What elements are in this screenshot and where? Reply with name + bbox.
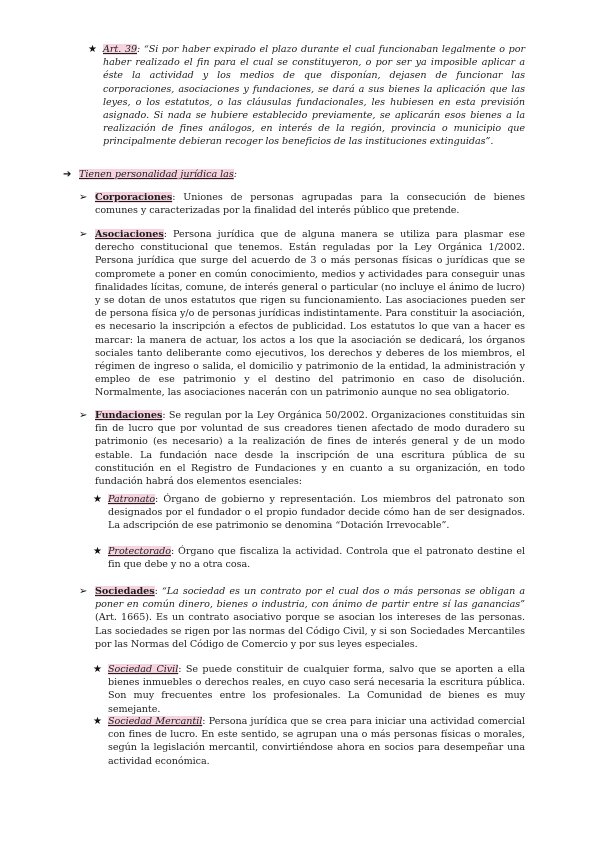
- sociedad-mercantil-text: : Persona jurídica que se crea para iniciar una actividad comercial con fines de lucro. En este sentido, se agrupan una o más personas físicas o morales, según la legislación mercantil, convirtiéndose ahora en socios para desempeñar una actividad económica.: [108, 716, 525, 767]
- patronato-text: : Órgano de gobierno y representación. Los miembros del patronato son designados por el fundador o el propio fundador decide cómo han de ser designados. La adscripción de ese patrimonio se denomina “Dotación Irrevocable”.: [108, 494, 525, 532]
- sociedad-mercantil-label: Sociedad Mercantil: [108, 716, 203, 727]
- sociedad-mercantil-paragraph: [108, 715, 525, 768]
- sociedad-civil-text: : Se puede constituir de cualquier forma, salvo que se aporten a ella bienes inmuebles o derechos reales, en cuyo caso será necesaria la escritura pública. Son muy frecuentes entre los profesionales. La Comunidad de bienes es muy semejante.: [108, 664, 525, 715]
- fundaciones-text: : Se regulan por la Ley Orgánica 50/2002. Organizaciones constituidas sin fin de lucro que por voluntad de sus creadores tienen afectado de modo duradero su patrimonio (es necesario) a la realización de fines de interés general y de un modo estable. La fundación nace desde la inscripción de una escritura pública de su constitución en el Registro de Fundaciones y en cuanto a su organización, en todo fundación habrá dos elementos esenciales:: [95, 410, 525, 488]
- star-bullet-icon: ★: [93, 546, 102, 557]
- patronato-paragraph: [108, 493, 525, 533]
- star-bullet-icon: ★: [93, 664, 102, 675]
- star-bullet-icon: ★: [93, 494, 102, 505]
- chevron-bullet-icon: ➢: [79, 410, 88, 421]
- sociedades-colon: :: [154, 586, 162, 597]
- chevron-bullet-icon: ➢: [79, 192, 88, 203]
- sociedad-civil-paragraph: [108, 663, 525, 716]
- chevron-bullet-icon: ➢: [79, 229, 88, 240]
- protectorado-text: : Órgano que fiscaliza la actividad. Controla que el patronato destine el fin que debe y no a otra cosa.: [108, 546, 525, 571]
- asociaciones-text: : Persona jurídica que de alguna manera se utiliza para plasmar ese derecho constitucional que tenemos. Están reguladas por la Ley Orgánica 1/2002. Persona jurídica que surge del acuerdo de 3 o más personas físicas o jurídicas que se compromete a poner en común conocimiento, medios y actividades para conseguir unas finalidades lícitas, comune, de interés general o particular (no incluye el ánimo de lucro) y se dotan de unos estatutos que rigen su funcionamiento. Las asociaciones pueden ser de persona física y/o de personas jurídicas indistintamente. Para constituir la asociación, es necesario la inscripción a efectos de publicidad. Los estatutos lo que van a hacer es marcar: la manera de actuar, los actos a los que la asociación se dedicará, los órganos sociales tanto deliberante como ejecutivos, los derechos y deberes de los miembros, el régimen de ingreso o salida, el domicilio y patrimonio de la entidad, la administración y empleo de ese patrimonio y el destino del patrimonio en caso de disolución. Normalmente, las asociaciones nacerán con un patrimonio aunque no sea obligatorio.: [95, 229, 525, 399]
- fundaciones-paragraph: [95, 409, 525, 488]
- arrow-bullet-icon: ➔: [63, 169, 72, 180]
- heading-colon: :: [233, 169, 237, 180]
- sociedades-text: (Art. 1665). Es un contrato asociativo porque se asocian los intereses de las personas. Las sociedades se rigen por las normas del Código Civil, y si son Sociedades Mercantiles por las Normas del Código de Comercio y por sus leyes especiales.: [95, 612, 525, 650]
- fundaciones-label: Fundaciones: [95, 410, 163, 421]
- asociaciones-label: Asociaciones: [95, 229, 164, 240]
- corporaciones-paragraph: [95, 191, 525, 217]
- section-heading: [79, 168, 519, 181]
- corporaciones-label: Corporaciones: [95, 192, 173, 203]
- corporaciones-text: : Uniones de personas agrupadas para la consecución de bienes comunes y caracterizadas por la finalidad del interés público que pretende.: [95, 192, 525, 217]
- sociedades-quote: “La sociedad es un contrato por el cual dos o más personas se obligan a poner en común dinero, bienes o industria, con ánimo de partir entre sí las ganancias”: [95, 586, 525, 611]
- art39-paragraph: [103, 43, 525, 149]
- art39-text: : “Si por haber expirado el plazo durante el cual funcionaban legalmente o por haber realizado el fin para el cual se constituyeron, o por ser ya imposible aplicar a éste la actividad y los medios de que disponían, dejasen de funcionar las corporaciones, asociaciones y fundaciones, se dará a sus bienes la aplicación que las leyes, o los estatutos, o las cláusulas fundacionales, les hubiesen en esta previsión asignado. Si nada se hubiere establecido previamente, se aplicarán esos bienes a la realización de fines análogos, en interés de la región, provincia o municipio que principalmente debieran recoger los beneficios de las instituciones extinguidas”.: [103, 44, 525, 148]
- chevron-bullet-icon: ➢: [79, 586, 88, 597]
- sociedades-label: Sociedades: [95, 586, 155, 597]
- art39-label: Art. 39: [103, 44, 137, 55]
- asociaciones-paragraph: [95, 228, 525, 400]
- protectorado-paragraph: [108, 545, 525, 571]
- patronato-label: Patronato: [108, 494, 156, 505]
- protectorado-label: Protectorado: [108, 546, 171, 557]
- sociedad-civil-label: Sociedad Civil: [108, 664, 179, 675]
- star-bullet-icon: ★: [93, 716, 102, 727]
- heading-text: Tienen personalidad jurídica las: [79, 169, 234, 180]
- sociedades-paragraph: [95, 585, 525, 651]
- star-bullet-icon: ★: [88, 44, 97, 55]
